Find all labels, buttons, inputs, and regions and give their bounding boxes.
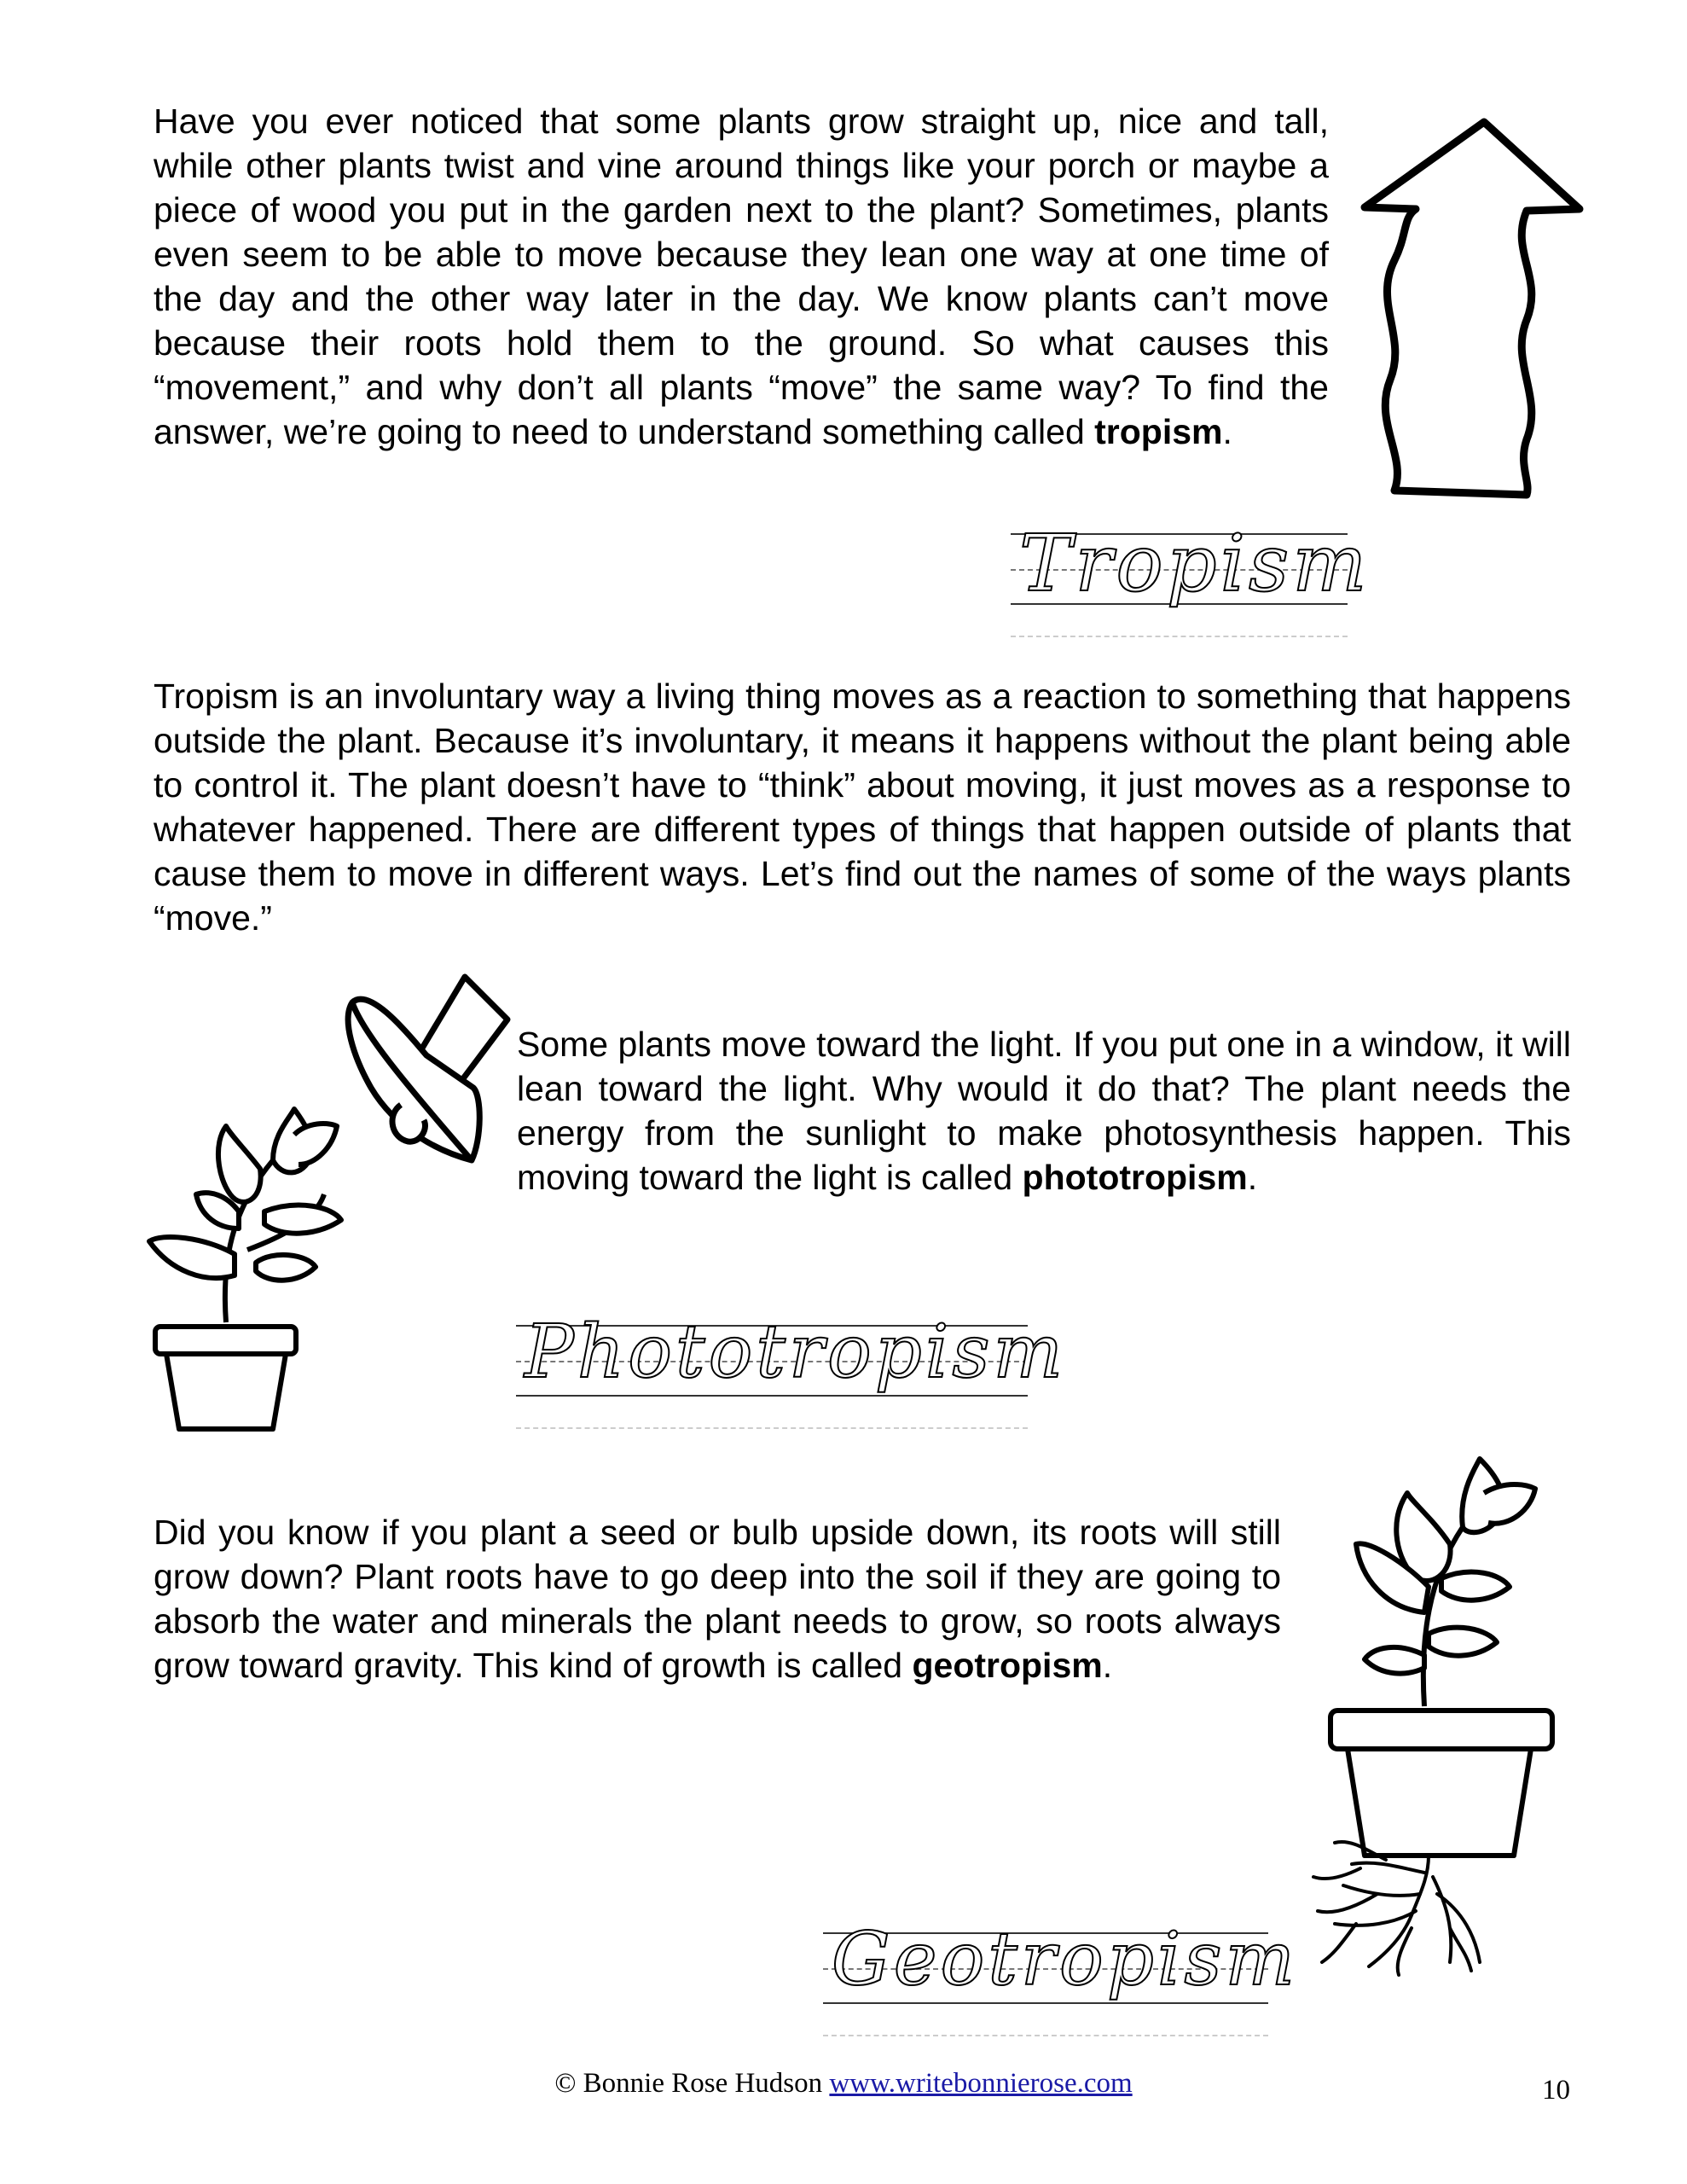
definition-text: Tropism is an involuntary way a living thing moves as a reaction to something that happens outside the plant. Because it’s involuntary, it means it happens without the plant being able to control it. The plant doesn’t have to “think” about moving, it just moves as a response to whatever happened. There are different types of things that happen outside of plants that cause them to move in different ways. Let’s find out the names of some of the ways plants “move.” xyxy=(154,677,1571,938)
tropism-term: tropism xyxy=(1094,412,1223,451)
phototropism-text: Some plants move toward the light. If you put one in a window, it will lean toward the light. Why would it do that? The plant needs the energy from the sunlight to make photosynthesis happen. This moving toward the light is called xyxy=(517,1025,1571,1197)
copyright-text: © Bonnie Rose Hudson xyxy=(554,2068,830,2099)
intro-text: Have you ever noticed that some plants grow straight up, nice and tall, while other plants twist and vine around things like your porch or maybe a piece of wood you put in the garden next to the plant? Sometimes, plants even seem to be able to move because they lean one way at one time of the day and the other way later in the day. We know plants can’t move because their roots hold them to the ground. So what causes this “movement,” and why don’t all plants “move” the same way? To find the answer, we’re going to need to understand something called xyxy=(154,102,1329,451)
wavy-arrow-icon xyxy=(1356,115,1595,508)
tracing-word-phototropism: Phototropism xyxy=(525,1310,1067,1395)
tracing-tropism xyxy=(1011,518,1371,644)
footer xyxy=(0,2068,1687,2100)
tracing-word-geotropism: Geotropism xyxy=(832,1917,1299,2002)
tracing-geotropism xyxy=(823,1917,1299,2043)
intro-paragraph: Have you ever noticed that some plants grow straight up, nice and tall, while other plants twist and vine around things like your porch or maybe a piece of wood you put in the garden next to the plant? Sometimes, plants even seem to be able to move because they lean one way at one time of the day and the other way later in the day. We know plants can’t move because their roots hold them to the ground. So what causes this “movement,” and why don’t all plants “move” the same way? To find the answer, we’re going to need to understand something called tropism. xyxy=(154,102,1329,451)
website-link[interactable]: www.writebonnierose.com xyxy=(829,2068,1133,2099)
tropism-definition-paragraph xyxy=(154,674,1571,940)
plant-with-roots-icon xyxy=(1284,1450,1591,1979)
geotropism-text: Did you know if you plant a seed or bulb upside down, its roots will still grow down? Plant roots have to go deep into the soil if they are going to absorb the water and minerals the plant needs to grow, so roots always grow toward gravity. This kind of growth is called xyxy=(154,1513,1281,1685)
phototropism-paragraph: Some plants move toward the light. If you put one in a window, it will lean toward the light. Why would it do that? The plant needs the energy from the sunlight to make photosynthesis happen. This moving toward the light is called phototropism. xyxy=(517,1025,1571,1197)
geotropism-term: geotropism xyxy=(912,1646,1103,1685)
geotropism-paragraph: Did you know if you plant a seed or bulb upside down, its roots will still grow down? Plant roots have to go deep into the soil if they are going to absorb the water and minerals the plant needs to grow, so roots always grow toward gravity. This kind of growth is called geotropism. xyxy=(154,1513,1281,1685)
potted-plant-icon xyxy=(145,1109,367,1433)
tracing-word-tropism: Tropism xyxy=(1019,518,1371,609)
phototropism-term: phototropism xyxy=(1022,1158,1248,1197)
page-number: 10 xyxy=(1542,2075,1570,2106)
tracing-phototropism xyxy=(516,1310,1067,1436)
